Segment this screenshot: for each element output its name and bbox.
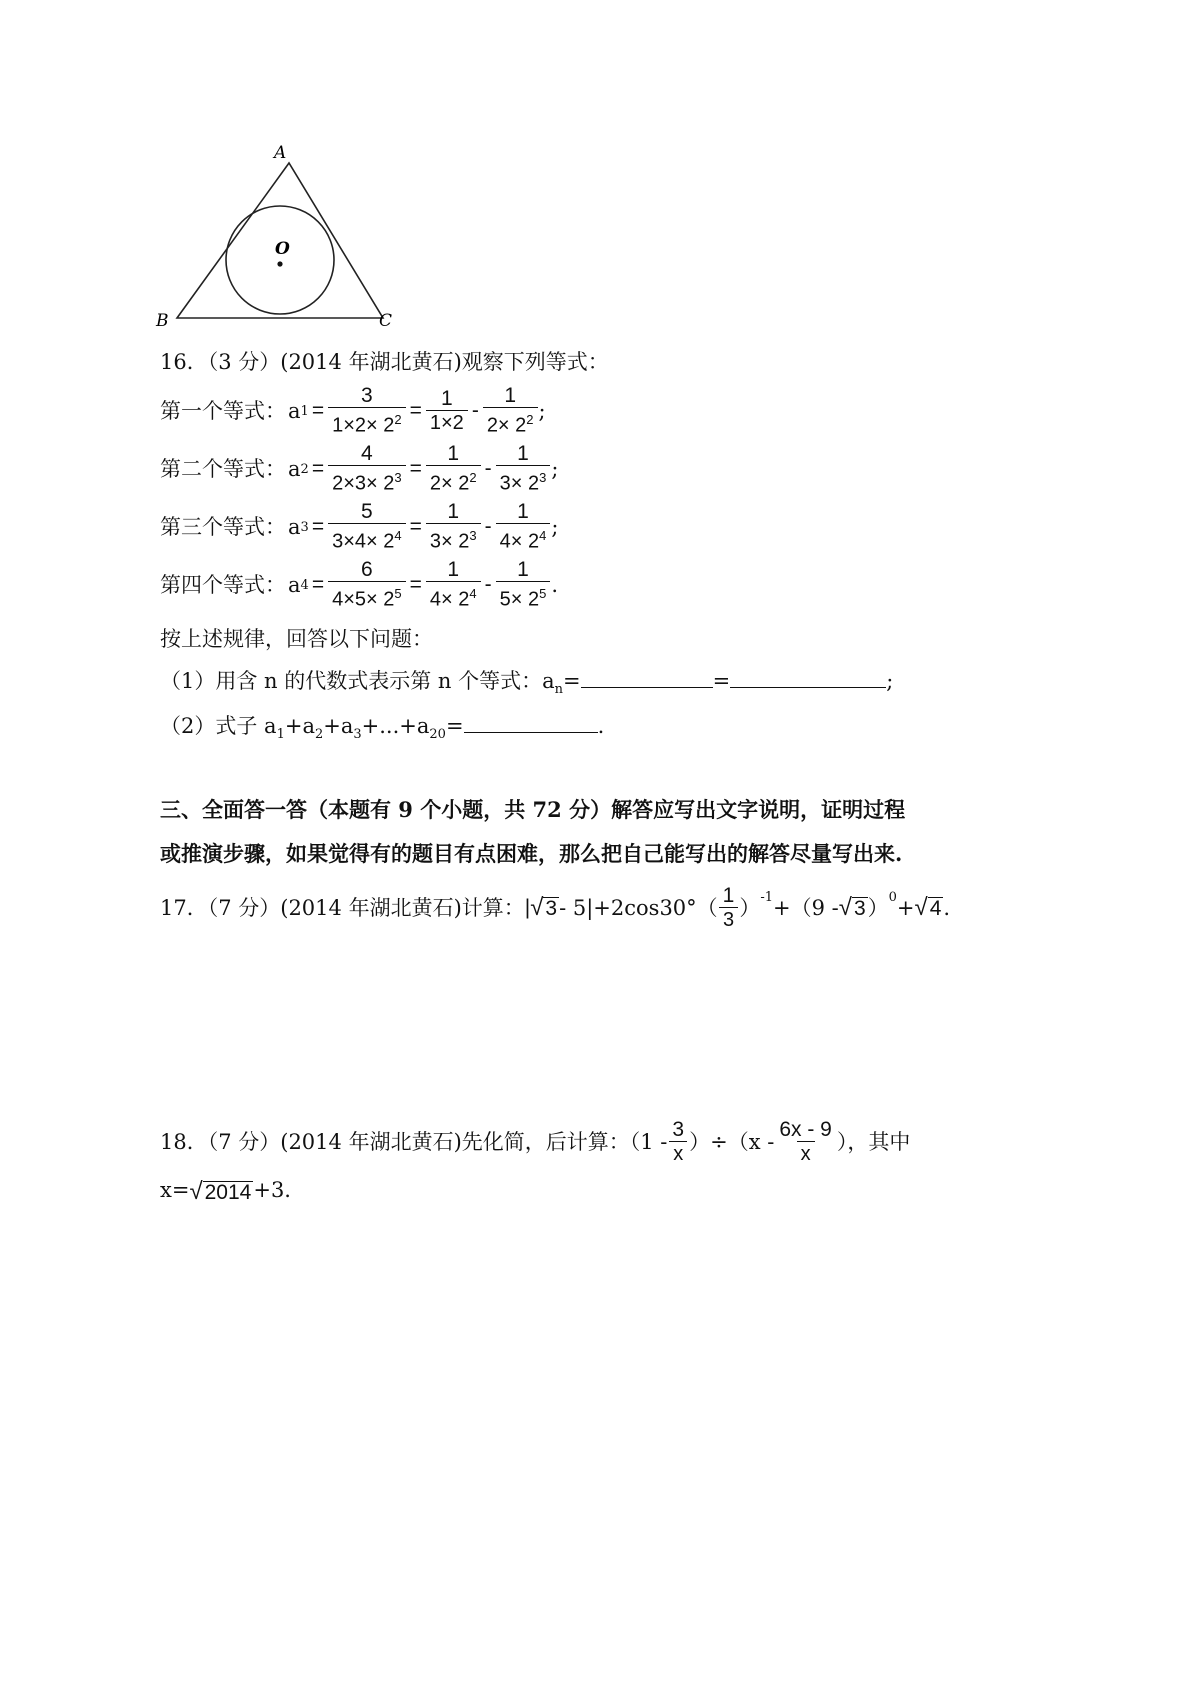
q16-part1-prefix: （1）用含 n 的代数式表示第 n 个等式：a — [160, 669, 555, 693]
q17-sqrt3: √ 3 — [530, 894, 558, 921]
equation-sub: 1 — [300, 403, 309, 419]
equation-fraction: $\frac{1}{2\times 2^2}$ — [426, 442, 481, 496]
equation-fraction: $\frac{1}{5\times 2^5}$ — [496, 558, 551, 612]
equation-sub: 3 — [300, 519, 309, 535]
q17-plus-open: +（9 - — [773, 896, 839, 920]
vertex-label-b: B — [156, 311, 169, 331]
equation-a: a — [288, 457, 301, 481]
q17-plus: + — [896, 896, 915, 920]
q17-sqrt4: √ 4 — [914, 894, 942, 921]
q16-equation-list — [160, 382, 558, 614]
q16-part1-sub: n — [554, 682, 564, 698]
equation-end: ; — [551, 515, 559, 539]
equation-a: a — [288, 399, 301, 423]
equation-fraction: $\frac{1}{4\times 2^4}$ — [496, 500, 551, 554]
q17-fraction: $\frac{1}{3}$ — [719, 884, 739, 932]
section3-heading-line2: 或推演步骤，如果觉得有的题目有点困难，那么把自己能写出的解答尽量写出来. — [160, 841, 903, 866]
equation-end: ; — [551, 457, 559, 481]
equation-label: 第二个等式： — [160, 457, 286, 481]
q18-mid: ）÷（x - — [689, 1130, 775, 1154]
equation-label: 第三个等式： — [160, 515, 286, 539]
q18-prefix: 18．（7 分）(2014 年湖北黄石)先化简，后计算：（1 - — [160, 1130, 668, 1154]
q16-part2-sub-2: 2 — [314, 727, 324, 743]
q18-line2 — [160, 1176, 291, 1204]
q17-exp0: 0 — [888, 890, 897, 905]
q16-equation-row: 第三个等式： a 3 = $\frac{5}{3\times 4\times 2^4}$ = $\frac{1}{3\times 2^3}$ - $\frac{1}{4\times 2^4}$ ; — [160, 500, 559, 553]
q16-part2-sub-1: 1 — [276, 727, 285, 743]
q16-part2-sub-20: 20 — [429, 727, 446, 743]
q16-part2-end: . — [597, 714, 605, 738]
q17-end: . — [943, 896, 951, 920]
q16-equation-row: 第四个等式： a 4 = $\frac{6}{4\times 5\times 2^5}$ = $\frac{1}{4\times 2^4}$ - $\frac{1}{5\times 2^5}$ . — [160, 558, 558, 611]
q16-part2-sub-3: 3 — [353, 727, 362, 743]
q16-equation-row: 第二个等式： a 2 = $\frac{4}{2\times 3\times 2^3}$ = $\frac{1}{2\times 2^2}$ - $\frac{1}{3\times 2^3}$ ; — [160, 442, 559, 495]
triangle-incircle-figure — [150, 140, 410, 340]
q18-line2-suffix: +3. — [253, 1178, 291, 1202]
q16-answer-blank-2[interactable] — [730, 667, 886, 688]
q18-sqrt2014: √ 2014 — [189, 1178, 252, 1205]
q18-line2-prefix: x= — [160, 1178, 190, 1202]
q18-fraction-1: $\frac{3}{x}$ — [668, 1118, 688, 1166]
q16-part2: （2）式子 $a_1+a_2+a_3+...+a_{20}=$ . — [160, 714, 605, 743]
q16-part1: （1）用含 n 的代数式表示第 n 个等式：$a_n=$ = ; — [160, 669, 894, 698]
q16-header: 16．（3 分）(2014 年湖北黄石)观察下列等式： — [160, 350, 609, 374]
section3-heading-line1: 三、全面答一答（本题有 9 个小题，共 72 分）解答应写出文字说明，证明过程 — [160, 797, 906, 822]
vertex-label-c: C — [379, 311, 393, 331]
q16-instruction: 按上述规律，回答以下问题： — [160, 627, 433, 651]
center-point — [277, 261, 282, 266]
equation-fraction: $\frac{1}{1\times 2}$ — [426, 387, 468, 435]
equation-end: . — [551, 573, 558, 597]
q16-part1-end: ; — [886, 669, 894, 693]
q16-answer-blank-3[interactable] — [464, 712, 598, 733]
equation-fraction: $\frac{1}{4\times 2^4}$ — [426, 558, 481, 612]
q17-sqrt3-b: √ 3 — [838, 894, 866, 921]
equation-end: ; — [538, 399, 546, 423]
equation-fraction: $\frac{5}{3\times 4\times 2^4}$ — [328, 500, 406, 554]
equation-fraction: $\frac{1}{2\times 2^2}$ — [483, 384, 538, 438]
inscribed-circle — [226, 206, 334, 314]
equation-fraction: $\frac{3}{1\times 2\times 2^2}$ — [328, 384, 406, 438]
equation-fraction: $\frac{1}{3\times 2^3}$ — [426, 500, 481, 554]
equation-fraction: $\frac{4}{2\times 3\times 2^3}$ — [328, 442, 406, 496]
equation-sub: 2 — [300, 461, 309, 477]
q16-equation-row: 第一个等式： a 1 = $\frac{3}{1\times 2\times 2^2}$ = $\frac{1}{1\times 2}$ - $\frac{1}{2\times 2^2}$ ; — [160, 384, 546, 437]
q18-suffix: ），其中 — [836, 1130, 911, 1154]
equation-label: 第一个等式： — [160, 399, 286, 423]
q17-prefix: 17．（7 分）(2014 年湖北黄石)计算： — [160, 896, 525, 920]
vertex-label-a: A — [274, 143, 287, 163]
q18-line1 — [160, 1118, 910, 1166]
q17-line: 17．（7 分）(2014 年湖北黄石)计算： | √ 3 - 5|+2cos30°（ $\frac{1}{3}$ ） $^{-1}$ +（9 - √ 3 ） $^0$ + √ 4 . — [160, 884, 951, 931]
q17-close: ） — [867, 896, 889, 920]
equation-label: 第四个等式： — [160, 573, 286, 597]
center-label-o: O — [275, 239, 290, 259]
equation-a: a — [288, 573, 301, 597]
q16-answer-blank-1[interactable] — [581, 667, 713, 688]
equation-fraction: $\frac{1}{3\times 2^3}$ — [496, 442, 551, 496]
equation-sub: 4 — [300, 577, 309, 593]
equation-a: a — [288, 515, 301, 539]
q18-fraction-2: $\frac{6x - 9}{x}$ — [779, 1118, 832, 1165]
equation-fraction: $\frac{6}{4\times 5\times 2^5}$ — [328, 558, 406, 612]
q17-after-frac: ） — [739, 896, 761, 920]
q17-minus5: - 5|+2cos30°（ — [559, 896, 718, 920]
q17-exp-neg1: -1 — [760, 890, 774, 905]
q16-part2-prefix: （2）式子 a — [160, 714, 277, 738]
